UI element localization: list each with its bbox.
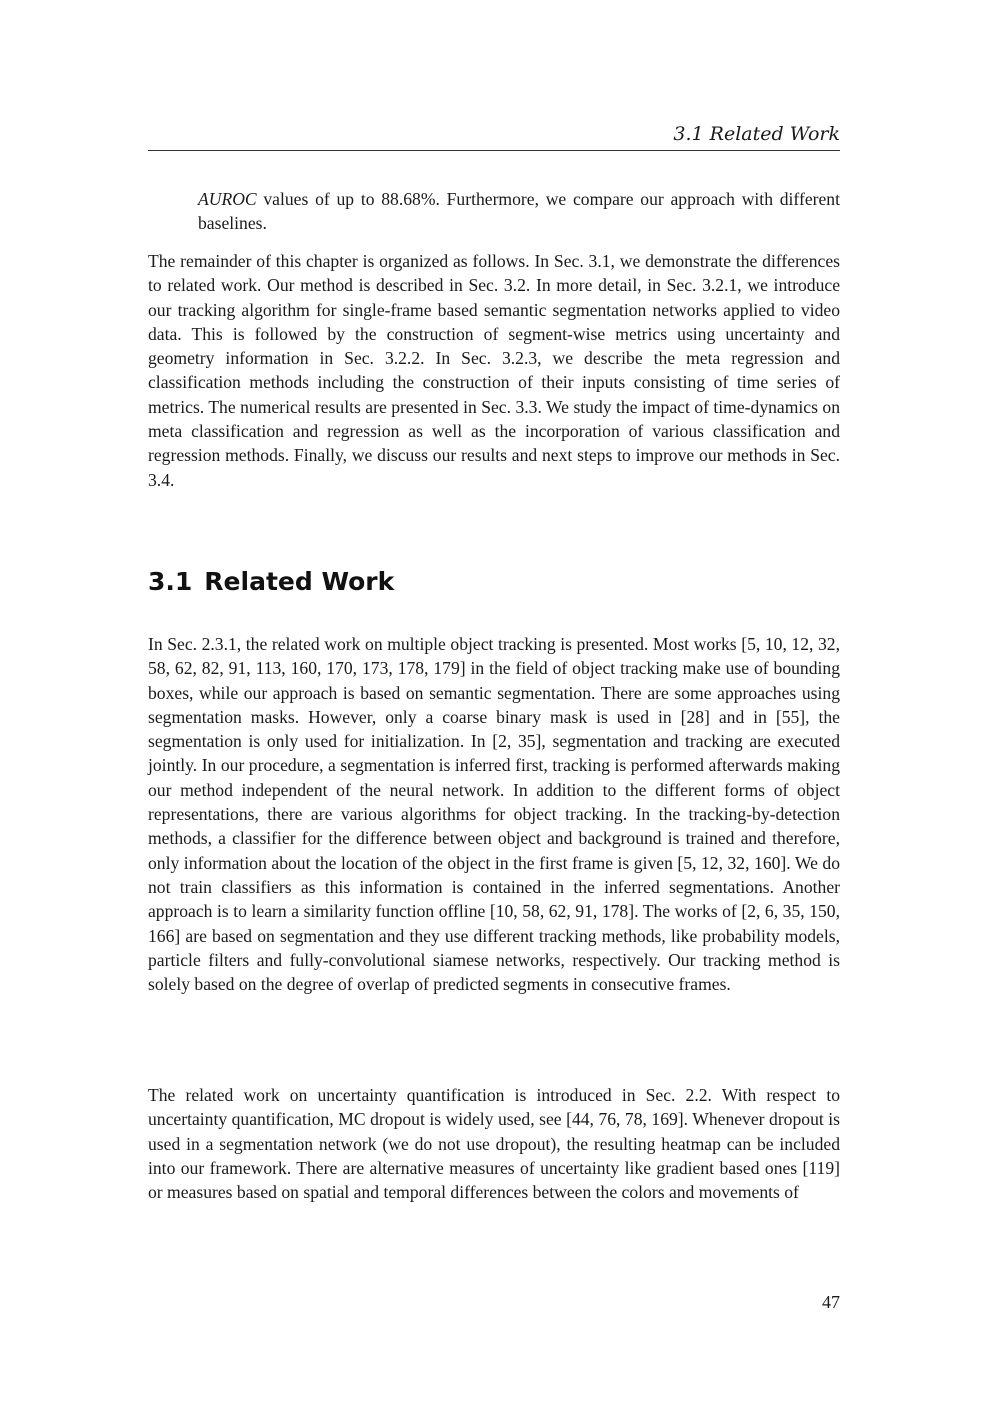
intro-continuation-paragraph <box>198 187 840 236</box>
intro-continuation-text: values of up to 88.68%. Furthermore, we compare our approach with different baselines. <box>198 189 840 234</box>
running-header: 3.1 Related Work <box>673 123 840 145</box>
related-work-uncertainty-paragraph: The related work on uncertainty quantification is introduced in Sec. 2.2. With respect to uncertainty quantification, MC dropout is widely used, see [44, 76, 78, 169]. Whenever dropout is used in a segmentation network (we do not use dropout), the resulting heatmap can be included into our framework. There are alternative measures of uncertainty like gradient based ones [119] or measures based on spatial and temporal differences between the colors and movements of <box>148 1085 840 1203</box>
page-number: 47 <box>822 1292 840 1312</box>
section-title: Related Work <box>204 567 395 596</box>
auroc-term: AUROC <box>198 189 257 209</box>
related-work-tracking-paragraph: In Sec. 2.3.1, the related work on multiple object tracking is presented. Most works [5, 10, 12, 32, 58, 62, 82, 91, 113, 160, 170, 173, 178, 179] in the field of object tracking make use of bounding boxes, while our approach is based on semantic segmentation. There are some approaches using segmentation masks. However, only a coarse binary mask is used in [28] and in [55], the segmentation is only used for initialization. In [2, 35], segmentation and tracking are executed jointly. In our procedure, a segmentation is inferred first, tracking is performed afterwards making our method independent of the neural network. In addition to the different forms of object representations, there are various algorithms for object tracking. In the tracking-by-detection methods, a classifier for the difference between object and background is trained and therefore, only information about the location of the object in the first frame is given [5, 12, 32, 160]. We do not train classifiers as this information is contained in the inferred segmentations. Another approach is to learn a similarity function offline [10, 58, 62, 91, 178]. The works of [2, 6, 35, 150, 166] are based on segmentation and they use different tracking methods, like probability models, particle filters and fully-convolutional siamese networks, respectively. Our tracking method is solely based on the degree of overlap of predicted segments in consecutive frames. <box>148 634 840 995</box>
section-number: 3.1 <box>148 567 193 596</box>
chapter-outline-paragraph: The remainder of this chapter is organized as follows. In Sec. 3.1, we demonstrate the differences to related work. Our method is described in Sec. 3.2. In more detail, in Sec. 3.2.1, we introduce our tracking algorithm for single-frame based semantic segmentation networks applied to video data. This is followed by the construction of segment-wise metrics using uncertainty and geometry information in Sec. 3.2.2. In Sec. 3.2.3, we describe the meta regression and classification methods including the construction of their inputs consisting of time series of metrics. The numerical results are presented in Sec. 3.3. We study the impact of time-dynamics on meta classification and regression as well as the incorporation of various classification and regression methods. Finally, we discuss our results and next steps to improve our methods in Sec. 3.4. <box>148 251 840 490</box>
document-page <box>148 0 840 1414</box>
header-rule <box>148 150 840 151</box>
section-heading <box>148 565 394 599</box>
